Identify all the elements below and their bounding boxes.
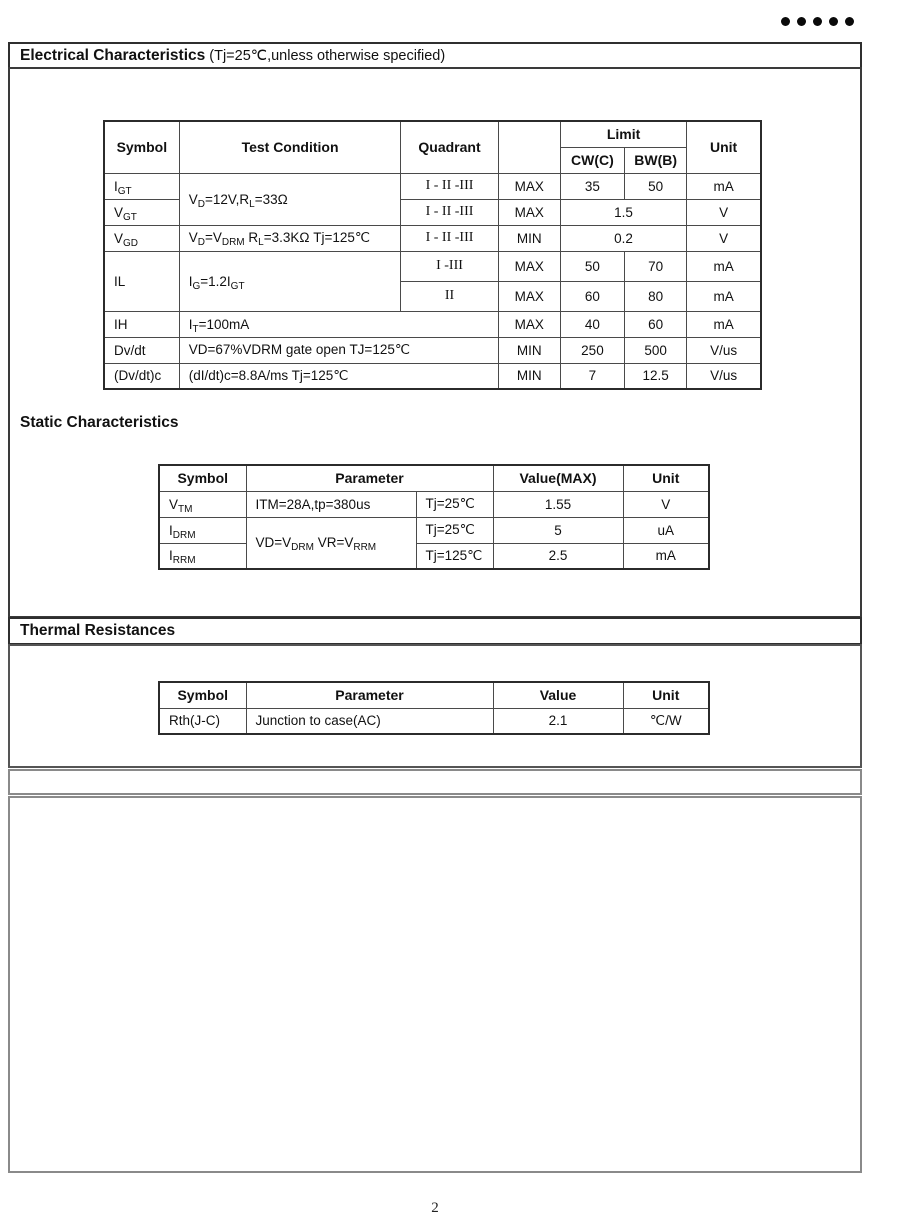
cell-cw-value: 7 bbox=[560, 363, 624, 389]
col-header-bwb: BW(B) bbox=[625, 147, 687, 173]
col-header-cwc: CW(C) bbox=[560, 147, 624, 173]
cell-quadrant: II bbox=[401, 281, 498, 311]
cell-mode: MAX bbox=[498, 281, 560, 311]
cell-unit: V bbox=[687, 199, 761, 225]
cell-unit: uA bbox=[623, 517, 709, 543]
cell-bw-value: 500 bbox=[625, 337, 687, 363]
table-row bbox=[159, 708, 709, 734]
bullet-dot-icon bbox=[797, 17, 806, 26]
cell-mode: MIN bbox=[498, 337, 560, 363]
cell-test-condition: (dI/dt)c=8.8A/ms Tj=125℃ bbox=[179, 363, 498, 389]
cell-unit: mA bbox=[687, 281, 761, 311]
col-header-mode bbox=[498, 121, 560, 173]
col-header-quadrant: Quadrant bbox=[401, 121, 498, 173]
cell-unit: V/us bbox=[687, 363, 761, 389]
table-row bbox=[104, 337, 761, 363]
cell-test-condition: $V_D=V_{DRM}$ $R_L=3.3K\Omega$ Tj=125℃ bbox=[179, 225, 401, 251]
bullet-dot-icon bbox=[829, 17, 838, 26]
col-header-value-max: Value(MAX) bbox=[493, 465, 623, 491]
cell-mode: MAX bbox=[498, 251, 560, 281]
cell-bw-value: 50 bbox=[625, 173, 687, 199]
cell-unit: V bbox=[687, 225, 761, 251]
static-characteristics-heading: Static Characteristics bbox=[20, 414, 179, 431]
cell-quadrant: I - II -III bbox=[401, 225, 498, 251]
cell-limit-value: 0.2 bbox=[560, 225, 686, 251]
cell-symbol: IH bbox=[104, 311, 179, 337]
cell-cw-value: 250 bbox=[560, 337, 624, 363]
table-row bbox=[104, 173, 761, 199]
cell-limit-value: 1.5 bbox=[560, 199, 686, 225]
col-header-unit: Unit bbox=[623, 682, 709, 708]
cell-test-condition: $V_D=12V,R_L=33\Omega$ bbox=[179, 173, 401, 225]
table-row bbox=[159, 491, 709, 517]
cell-value: 2.5 bbox=[493, 543, 623, 569]
cell-quadrant: I - II -III bbox=[401, 199, 498, 225]
cell-symbol: (Dv/dt)c bbox=[104, 363, 179, 389]
page-number: 2 bbox=[431, 1200, 439, 1216]
cell-symbol: IL bbox=[104, 251, 179, 311]
table-row bbox=[104, 225, 761, 251]
cell-mode: MAX bbox=[498, 199, 560, 225]
table-row bbox=[159, 517, 709, 543]
col-header-value: Value bbox=[493, 682, 623, 708]
cell-symbol: $V_{GD}$ bbox=[104, 225, 179, 251]
cell-temperature: Tj=125℃ bbox=[416, 543, 493, 569]
cell-symbol: $I_{GT}$ bbox=[104, 173, 179, 199]
cell-mode: MAX bbox=[498, 311, 560, 337]
cell-cw-value: 40 bbox=[560, 311, 624, 337]
cell-cw-value: 35 bbox=[560, 173, 624, 199]
cell-unit: mA bbox=[687, 311, 761, 337]
table-row bbox=[104, 251, 761, 281]
cell-value: 1.55 bbox=[493, 491, 623, 517]
cell-cw-value: 50 bbox=[560, 251, 624, 281]
cell-bw-value: 80 bbox=[625, 281, 687, 311]
decoration-dots bbox=[781, 17, 854, 26]
cell-bw-value: 12.5 bbox=[625, 363, 687, 389]
cell-symbol: Dv/dt bbox=[104, 337, 179, 363]
bullet-dot-icon bbox=[781, 17, 790, 26]
cell-cw-value: 60 bbox=[560, 281, 624, 311]
cell-unit: mA bbox=[687, 173, 761, 199]
col-header-test-condition: Test Condition bbox=[179, 121, 401, 173]
cell-parameter: $VD=V_{DRM}$ $VR=V_{RRM}$ bbox=[246, 517, 416, 569]
col-header-symbol: Symbol bbox=[104, 121, 179, 173]
cell-unit: mA bbox=[687, 251, 761, 281]
empty-section-box bbox=[8, 796, 862, 1173]
cell-bw-value: 70 bbox=[625, 251, 687, 281]
cell-temperature: Tj=25℃ bbox=[416, 517, 493, 543]
thermal-resistances-table bbox=[158, 681, 710, 735]
cell-symbol: $V_{TM}$ bbox=[159, 491, 246, 517]
cell-mode: MIN bbox=[498, 225, 560, 251]
electrical-characteristics-table bbox=[103, 120, 762, 390]
section-title: Thermal Resistances bbox=[20, 622, 176, 639]
cell-test-condition: $I_T=100mA$ bbox=[179, 311, 498, 337]
cell-symbol: Rth(J-C) bbox=[159, 708, 246, 734]
table-row bbox=[104, 363, 761, 389]
cell-unit: V/us bbox=[687, 337, 761, 363]
cell-mode: MIN bbox=[498, 363, 560, 389]
bullet-dot-icon bbox=[845, 17, 854, 26]
table-row bbox=[159, 543, 709, 569]
cell-unit: ℃/W bbox=[623, 708, 709, 734]
col-header-parameter: Parameter bbox=[246, 465, 493, 491]
electrical-characteristics-header bbox=[8, 42, 862, 69]
cell-symbol: $I_{RRM}$ bbox=[159, 543, 246, 569]
cell-test-condition: VD=67%VDRM gate open TJ=125℃ bbox=[179, 337, 498, 363]
cell-value: 5 bbox=[493, 517, 623, 543]
cell-parameter: ITM=28A,tp=380us bbox=[246, 491, 416, 517]
thermal-resistances-header bbox=[8, 617, 862, 645]
col-header-unit: Unit bbox=[623, 465, 709, 491]
cell-symbol: $V_{GT}$ bbox=[104, 199, 179, 225]
cell-value: 2.1 bbox=[493, 708, 623, 734]
cell-quadrant: I - II -III bbox=[401, 173, 498, 199]
col-header-symbol: Symbol bbox=[159, 682, 246, 708]
static-characteristics-table bbox=[158, 464, 710, 570]
cell-bw-value: 60 bbox=[625, 311, 687, 337]
cell-parameter: Junction to case(AC) bbox=[246, 708, 493, 734]
cell-symbol: $I_{DRM}$ bbox=[159, 517, 246, 543]
col-header-parameter: Parameter bbox=[246, 682, 493, 708]
table-row bbox=[104, 311, 761, 337]
cell-unit: mA bbox=[623, 543, 709, 569]
cell-unit: V bbox=[623, 491, 709, 517]
col-header-unit: Unit bbox=[687, 121, 761, 173]
cell-mode: MAX bbox=[498, 173, 560, 199]
cell-quadrant: I -III bbox=[401, 251, 498, 281]
col-header-symbol: Symbol bbox=[159, 465, 246, 491]
section-subtitle: (Tj=25℃,unless otherwise specified) bbox=[205, 47, 446, 64]
cell-temperature: Tj=25℃ bbox=[416, 491, 493, 517]
empty-section-bar bbox=[8, 769, 862, 795]
col-header-limit: Limit bbox=[560, 121, 686, 147]
section-title: Electrical Characteristics bbox=[20, 46, 206, 64]
cell-test-condition: $I_G=1.2I_{GT}$ bbox=[179, 251, 401, 311]
bullet-dot-icon bbox=[813, 17, 822, 26]
